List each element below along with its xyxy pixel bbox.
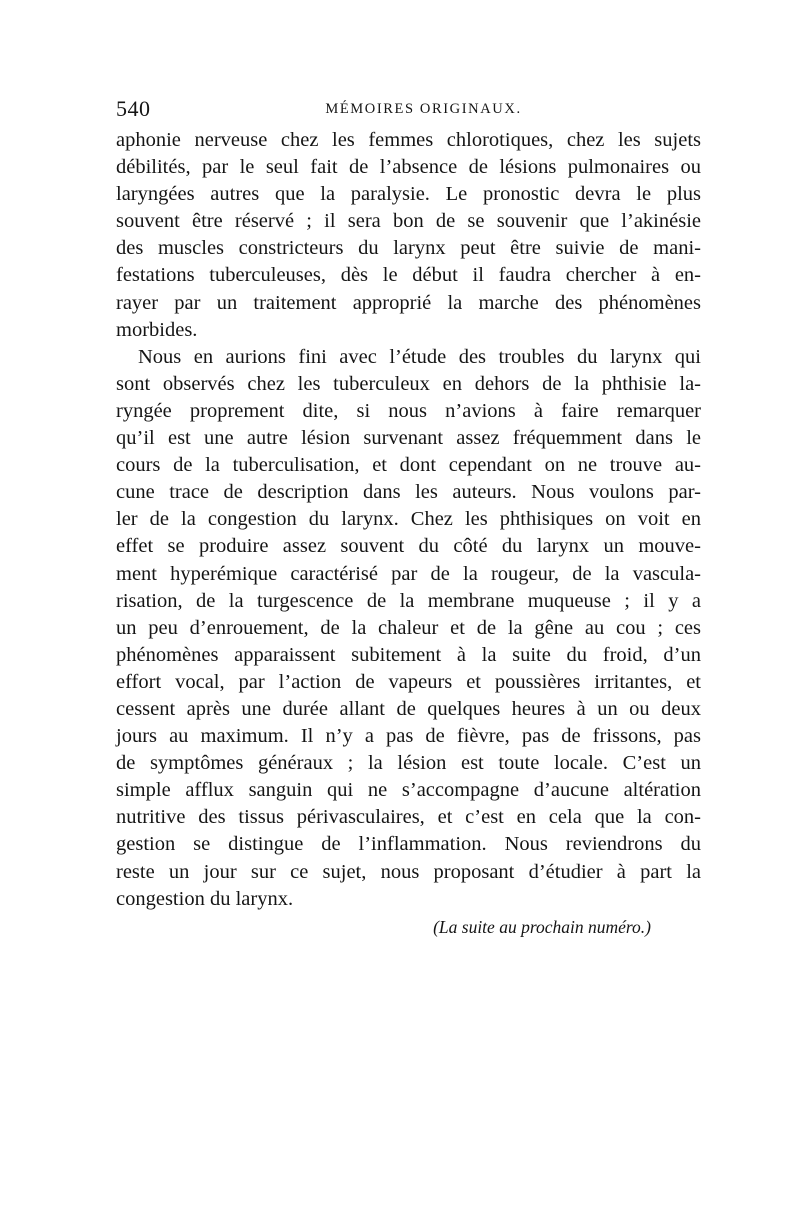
text-line: phénomènes apparaissent subitement à la suite du froid, d’un xyxy=(116,643,701,666)
text-line: laryngées autres que la paralysie. Le pronostic devra le plus xyxy=(116,183,701,206)
text-line: Nous en aurions fini avec l’étude des troubles du larynx qui xyxy=(138,345,701,368)
text-line: cune trace de description dans les auteurs. Nous voulons par- xyxy=(116,481,701,504)
text-line: de symptômes généraux ; la lésion est toute locale. C’est un xyxy=(116,752,701,775)
text-line: risation, de la turgescence de la membrane muqueuse ; il y a xyxy=(116,589,701,612)
text-line: festations tuberculeuses, dès le début il faudra chercher à en- xyxy=(116,264,701,287)
text-line: sont observés chez les tuberculeux en dehors de la phthisie la- xyxy=(116,372,701,395)
paragraph xyxy=(116,127,701,344)
text-line: un peu d’enrouement, de la chaleur et de la gêne au cou ; ces xyxy=(116,616,701,639)
text-line: débilités, par le seul fait de l’absence de lésions pulmonaires ou xyxy=(116,156,701,179)
text-line: effet se produire assez souvent du côté du larynx un mouve- xyxy=(116,535,701,558)
text-line: cours de la tuberculisation, et dont cependant on ne trouve au- xyxy=(116,454,701,477)
text-line: effort vocal, par l’action de vapeurs et poussières irritantes, et xyxy=(116,670,701,693)
text-line: des muscles constricteurs du larynx peut être suivie de mani- xyxy=(116,237,701,260)
text-line: reste un jour sur ce sujet, nous proposant d’étudier à part la xyxy=(116,860,701,883)
text-line: jours au maximum. Il n’y a pas de fièvre, pas de frissons, pas xyxy=(116,725,701,748)
text-line: cessent après une durée allant de quelques heures à un ou deux xyxy=(116,697,701,720)
text-line: aphonie nerveuse chez les femmes chlorotiques, chez les sujets xyxy=(116,129,701,151)
paragraph xyxy=(116,344,701,913)
text-line: ment hyperémique caractérisé par de la rougeur, de la vascula- xyxy=(116,562,701,585)
running-head: MÉMOIRES ORIGINAUX. xyxy=(325,101,522,117)
page-number: 540 xyxy=(116,96,151,121)
text-line: souvent être réservé ; il sera bon de se souvenir que l’akinésie xyxy=(116,210,701,233)
continuation-note: (La suite au prochain numéro.) xyxy=(433,917,651,937)
text-line: simple afflux sanguin qui ne s’accompagne d’aucune altération xyxy=(116,779,701,802)
page-header xyxy=(116,94,701,124)
text-line: rayer par un traitement approprié la marche des phénomènes xyxy=(116,291,701,314)
text-line: ler de la congestion du larynx. Chez les phthisiques on voit en xyxy=(116,508,701,531)
body-text xyxy=(116,127,701,913)
text-line: qu’il est une autre lésion survenant assez fréquemment dans le xyxy=(116,427,701,450)
text-line: ryngée proprement dite, si nous n’avions à faire remarquer xyxy=(116,399,701,422)
text-line: morbides. xyxy=(116,318,198,341)
text-line: congestion du larynx. xyxy=(116,887,294,910)
text-line: nutritive des tissus périvasculaires, et c’est en cela que la con- xyxy=(116,806,701,829)
text-line: gestion se distingue de l’inflammation. Nous reviendrons du xyxy=(116,833,701,856)
